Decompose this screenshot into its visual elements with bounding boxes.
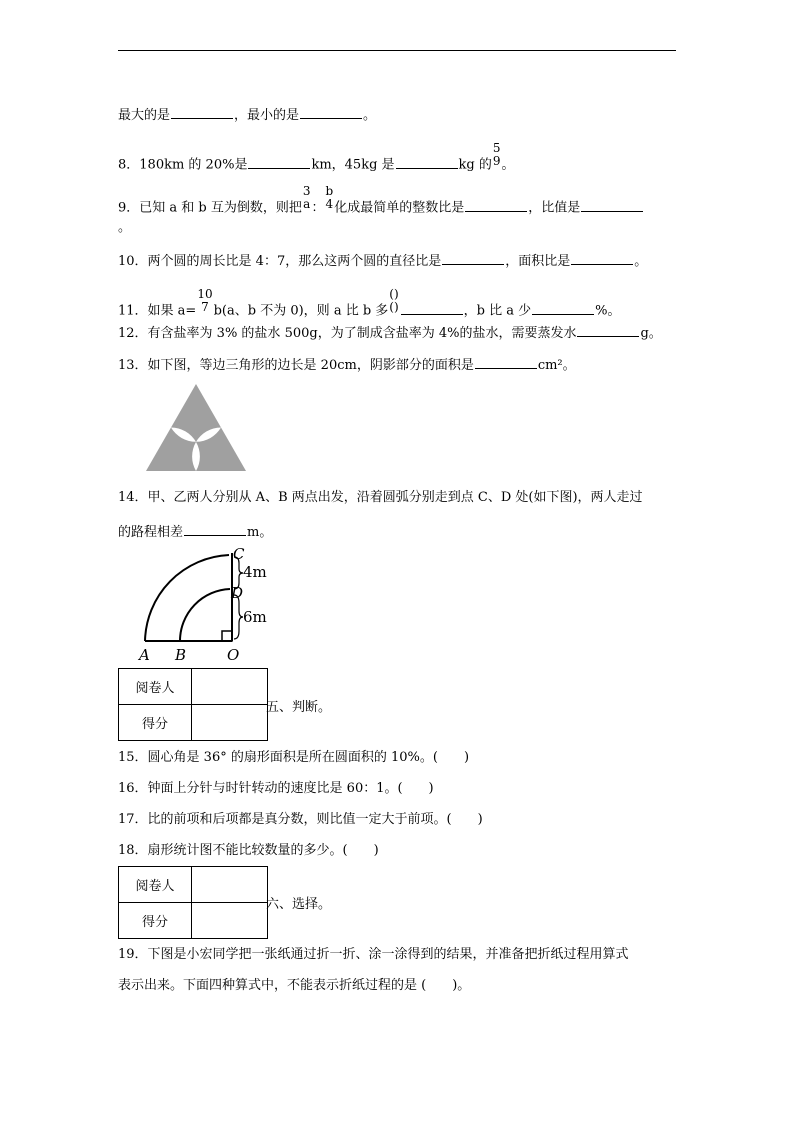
grader-cell[interactable] (192, 867, 268, 903)
grader-cell[interactable] (192, 669, 268, 705)
question-9: 9．已知 a 和 b 互为倒数，则把 3 a ： b 4 化成最简单的整数比是 ，比值是 (118, 195, 644, 221)
grader-table (118, 668, 268, 741)
question-18: 18．扇形统计图不能比较数量的多少。( ) (118, 843, 379, 858)
answer-blank[interactable] (532, 302, 594, 315)
question-14: 14．甲、乙两人分别从 A、B 两点出发，沿着圆弧分别走到点 C、D 处(如下图)，两人走过 (118, 490, 643, 505)
outer-arc (145, 555, 229, 641)
question-7-tail: 最大的是 ，最小的是 。 (118, 108, 377, 123)
score-label: 得分 (119, 903, 192, 939)
answer-blank[interactable] (401, 302, 463, 315)
answer-blank[interactable] (184, 523, 246, 536)
question-14-line2: 的路程相差 m。 (118, 525, 273, 540)
answer-blank[interactable] (577, 324, 639, 337)
answer-blank[interactable] (442, 252, 504, 265)
label-a: A (139, 646, 150, 664)
question-19: 19．下图是小宏同学把一张纸通过折一折、涂一涂得到的结果，并准备把折纸过程用算式 (118, 947, 629, 962)
question-12: 12．有含盐率为 3% 的盐水 500g，为了制成含盐率为 4%的盐水，需要蒸发水 g。 (118, 326, 662, 341)
label-c: C (233, 545, 245, 563)
label-b: B (175, 646, 187, 664)
label-o: O (227, 646, 240, 664)
question-8: 8．180km 的 20%是 km，45kg 是 kg 的 5 9 。 (118, 141, 515, 173)
score-cell[interactable] (192, 705, 268, 741)
question-19-line2: 表示出来。下面四种算式中，不能表示折纸过程的是 ( )。 (118, 978, 471, 993)
fraction: 10 7 (197, 287, 213, 314)
fraction: 3 a (302, 184, 311, 211)
question-17: 17．比的前项和后项都是真分数，则比值一定大于前项。( ) (118, 812, 483, 827)
label-4m: 4m (243, 563, 267, 581)
label-6m: 6m (243, 608, 267, 626)
answer-blank[interactable] (300, 106, 362, 119)
triangle-figure (140, 380, 252, 476)
header-rule (118, 50, 676, 51)
answer-blank[interactable] (571, 252, 633, 265)
right-angle-mark (222, 631, 232, 641)
answer-blank[interactable] (171, 106, 233, 119)
answer-blank[interactable] (396, 156, 458, 169)
question-10: 10．两个圆的周长比是 4：7，那么这两个圆的直径比是 ，面积比是 。 (118, 254, 648, 269)
score-cell[interactable] (192, 903, 268, 939)
question-16: 16．钟面上分针与时针转动的速度比是 60：1。( ) (118, 781, 434, 796)
label-d: D (231, 584, 244, 602)
fraction: 5 9 (492, 141, 501, 168)
question-13: 13．如下图，等边三角形的边长是 20cm，阴影部分的面积是 cm²。 (118, 358, 576, 373)
question-11: 11．如果 a= 10 7 b(a、b 不为 0)，则 a 比 b 多 () () ，b 比 a 少 %。 (118, 287, 621, 319)
answer-blank[interactable] (465, 199, 527, 212)
arc-figure (135, 545, 275, 665)
fraction: b 4 (325, 184, 334, 211)
question-15: 15．圆心角是 36° 的扇形面积是所在圆面积的 10%。( ) (118, 750, 470, 765)
answer-blank[interactable] (475, 356, 537, 369)
answer-blank[interactable] (581, 199, 643, 212)
grader-label: 阅卷人 (119, 867, 192, 903)
question-9-end: 。 (118, 220, 132, 235)
answer-blank[interactable] (248, 156, 310, 169)
score-label: 得分 (119, 705, 192, 741)
grader-label: 阅卷人 (119, 669, 192, 705)
grader-table (118, 866, 268, 939)
section-title: 六、选择。 (266, 897, 332, 912)
section-title: 五、判断。 (266, 700, 332, 715)
fraction-placeholder: () () (389, 287, 399, 314)
